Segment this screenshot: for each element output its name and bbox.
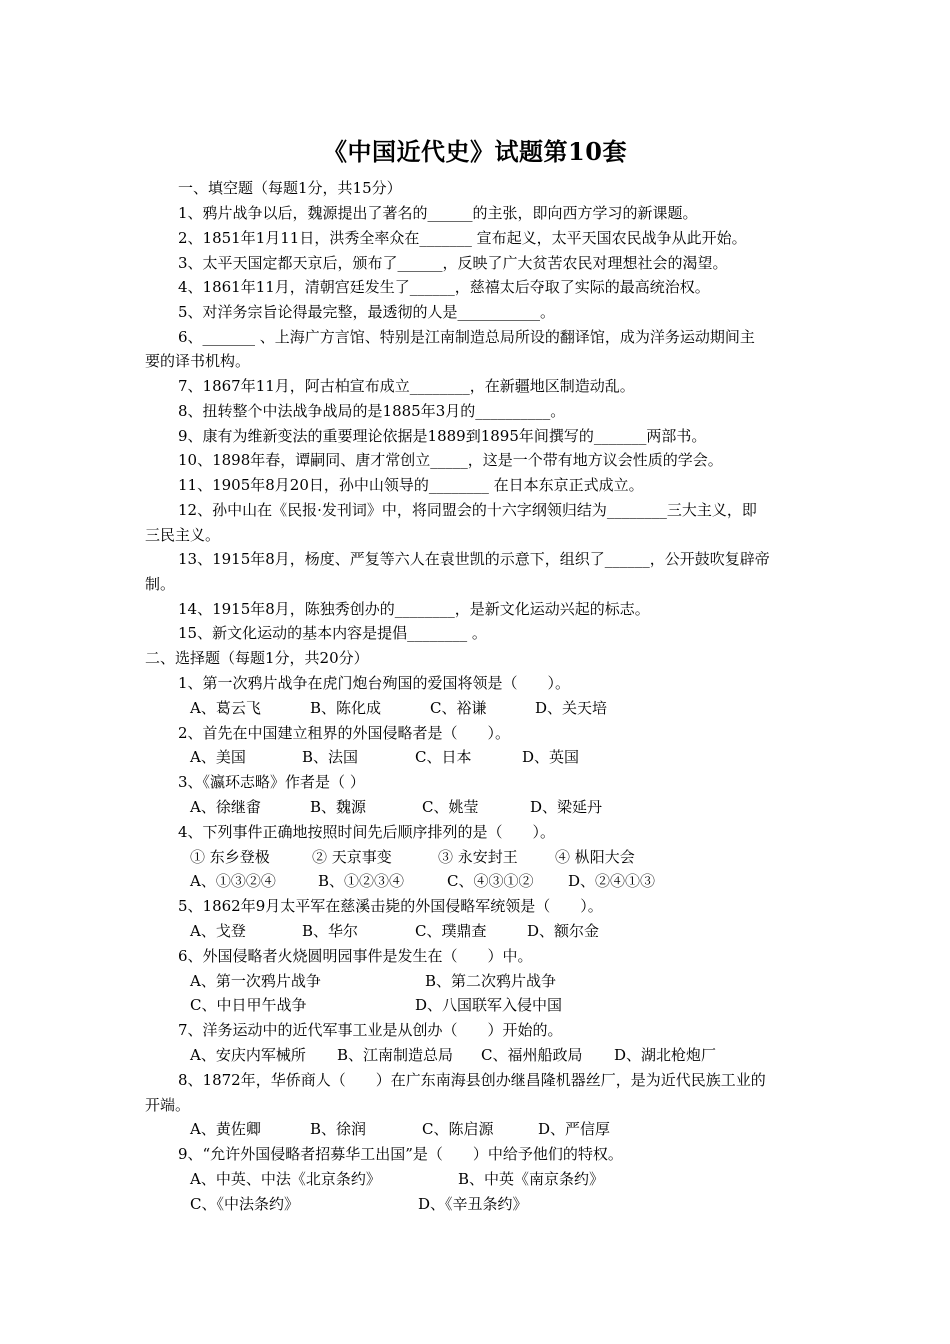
choice-7-option-d: D、湖北枪炮厂	[614, 1046, 717, 1064]
fill-question-10: 10、1898年春，谭嗣同、唐才常创立_____，这是一个带有地方议会性质的学会。	[178, 451, 723, 469]
choice-3-option-d: D、梁延丹	[530, 798, 603, 816]
fill-question-1: 1、鸦片战争以后，魏源提出了著名的______的主张，即向西方学习的新课题。	[178, 204, 698, 222]
choice-question-3: 3、《瀛环志略》作者是（ ）	[178, 773, 365, 791]
choice-question-1: 1、第一次鸦片战争在虎门炮台殉国的爱国将领是（ ）。	[178, 674, 571, 692]
choice-question-4: 4、下列事件正确地按照时间先后顺序排列的是（ ）。	[178, 823, 556, 841]
choice-question-8: 8、1872年，华侨商人（ ）在广东南海县创办继昌隆机器丝厂，是为近代民族工业的	[178, 1071, 766, 1089]
fill-question-5: 5、对洋务宗旨论得最完整，最透彻的人是___________。	[178, 303, 556, 321]
choice-3-option-a: A、徐继畬	[190, 798, 261, 816]
choice-6-option-a: A、第一次鸦片战争	[190, 972, 321, 990]
choice-8-option-b: B、徐润	[310, 1120, 367, 1138]
choice-6-option-d: D、八国联军入侵中国	[415, 996, 563, 1014]
section-heading-fill-blank: 一、填空题（每题1分，共15分）	[178, 179, 402, 197]
fill-question-7: 7、1867年11月，阿古柏宣布成立________，在新疆地区制造动乱。	[178, 377, 635, 395]
choice-4-option-c: C、④③①②	[447, 872, 534, 890]
choice-7-option-b: B、江南制造总局	[337, 1046, 454, 1064]
choice-1-option-a: A、葛云飞	[190, 699, 261, 717]
choice-5-option-b: B、华尔	[302, 922, 359, 940]
fill-question-14: 14、1915年8月，陈独秀创办的________，是新文化运动兴起的标志。	[178, 600, 650, 618]
choice-question-7: 7、洋务运动中的近代军事工业是从创办（ ）开始的。	[178, 1021, 563, 1039]
choice-question-8-continued: 开端。	[145, 1096, 191, 1114]
choice-8-option-d: D、严信厚	[538, 1120, 611, 1138]
choice-9-option-c: C、《中法条约》	[190, 1195, 299, 1213]
choice-2-option-b: B、法国	[302, 748, 359, 766]
fill-question-2: 2、1851年1月11日，洪秀全率众在_______ 宣布起义，太平天国农民战争从此开始。	[178, 229, 747, 247]
choice-5-option-a: A、戈登	[190, 922, 246, 940]
choice-4-option-a: A、①③②④	[190, 872, 276, 890]
choice-4-event-1: ① 东乡登极	[190, 848, 270, 866]
section-heading-choice: 二、选择题（每题1分，共20分）	[145, 649, 369, 667]
page-title: 《中国近代史》试题第10套	[323, 137, 627, 166]
choice-4-event-2: ② 天京事变	[312, 848, 392, 866]
choice-question-5: 5、1862年9月太平军在慈溪击毙的外国侵略军统领是（ ）。	[178, 897, 603, 915]
fill-question-8: 8、扭转整个中法战争战局的是1885年3月的__________。	[178, 402, 566, 420]
choice-1-option-b: B、陈化成	[310, 699, 382, 717]
choice-question-6: 6、外国侵略者火烧圆明园事件是发生在（ ）中。	[178, 947, 533, 965]
fill-question-3: 3、太平天国定都天京后，颁布了______，反映了广大贫苦农民对理想社会的渴望。	[178, 254, 728, 272]
choice-8-option-a: A、黄佐卿	[190, 1120, 261, 1138]
choice-7-option-a: A、安庆内军械所	[190, 1046, 306, 1064]
fill-question-15: 15、新文化运动的基本内容是提倡________ 。	[178, 624, 487, 642]
choice-2-option-d: D、英国	[522, 748, 580, 766]
choice-question-2: 2、首先在中国建立租界的外国侵略者是（ ）。	[178, 724, 511, 742]
fill-question-6: 6、_______ 、上海广方言馆、特别是江南制造总局所设的翻译馆，成为洋务运动期间主	[178, 328, 755, 346]
choice-3-option-b: B、魏源	[310, 798, 367, 816]
choice-6-option-c: C、中日甲午战争	[190, 996, 307, 1014]
choice-9-option-a: A、中英、中法《北京条约》	[190, 1170, 381, 1188]
choice-4-option-b: B、①②③④	[318, 872, 405, 890]
choice-7-option-c: C、福州船政局	[481, 1046, 583, 1064]
fill-question-12: 12、孙中山在《民报·发刊词》中，将同盟会的十六字纲领归结为________三大主义，即	[178, 501, 757, 519]
choice-1-option-c: C、裕谦	[430, 699, 487, 717]
choice-8-option-c: C、陈启源	[422, 1120, 494, 1138]
fill-question-11: 11、1905年8月20日，孙中山领导的________ 在日本东京正式成立。	[178, 476, 644, 494]
choice-3-option-c: C、姚莹	[422, 798, 479, 816]
fill-question-4: 4、1861年11月，清朝宫廷发生了______，慈禧太后夺取了实际的最高统治权。	[178, 278, 710, 296]
fill-question-13-continued: 制。	[145, 575, 176, 593]
fill-question-12-continued: 三民主义。	[145, 526, 221, 544]
choice-5-option-c: C、璞鼎查	[415, 922, 487, 940]
choice-2-option-c: C、日本	[415, 748, 472, 766]
choice-4-event-3: ③ 永安封王	[438, 848, 518, 866]
choice-question-9: 9、“允许外国侵略者招募华工出国”是（ ）中给予他们的特权。	[178, 1145, 623, 1163]
choice-4-event-4: ④ 枞阳大会	[555, 848, 635, 866]
choice-9-option-b: B、中英《南京条约》	[458, 1170, 605, 1188]
choice-9-option-d: D、《辛丑条约》	[418, 1195, 528, 1213]
fill-question-13: 13、1915年8月，杨度、严复等六人在袁世凯的示意下，组织了______，公开鼓吹复辟帝	[178, 550, 770, 568]
choice-4-option-d: D、②④①③	[568, 872, 656, 890]
choice-1-option-d: D、关天培	[535, 699, 608, 717]
choice-6-option-b: B、第二次鸦片战争	[425, 972, 557, 990]
fill-question-6-continued: 要的译书机构。	[145, 352, 251, 370]
choice-5-option-d: D、额尔金	[527, 922, 600, 940]
choice-2-option-a: A、美国	[190, 748, 246, 766]
fill-question-9: 9、康有为维新变法的重要理论依据是1889到1895年间撰写的_______两部书。	[178, 427, 707, 445]
